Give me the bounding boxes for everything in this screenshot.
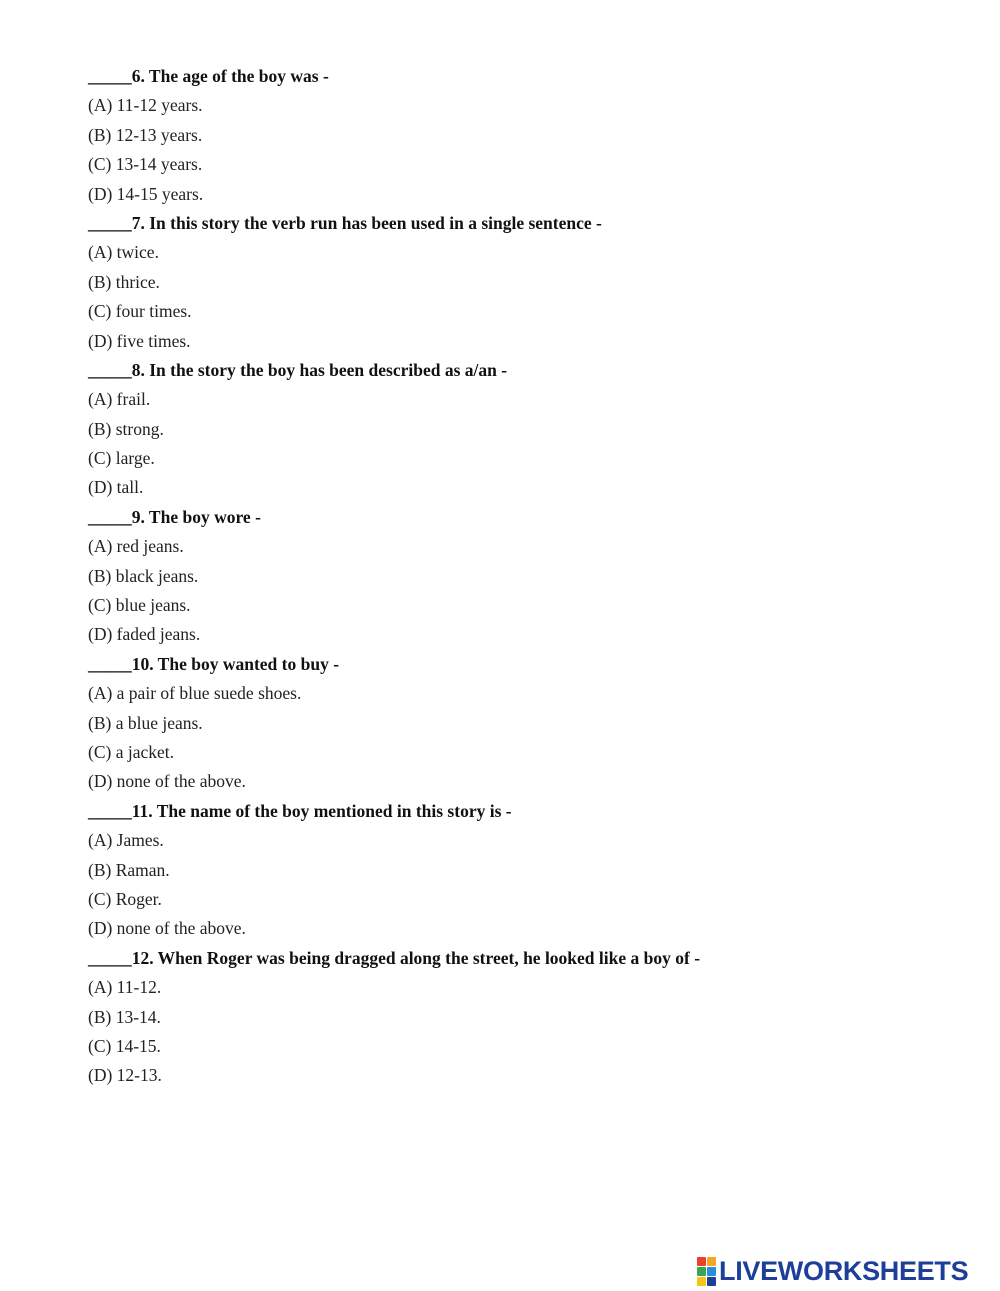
answer-option: (C) 14-15. <box>88 1035 161 1056</box>
logo-text: LIVEWORKSHEETS <box>719 1255 969 1286</box>
answer-option: (D) 12-13. <box>88 1065 162 1086</box>
answer-option: (B) black jeans. <box>88 565 199 586</box>
answer-option: (C) a jacket. <box>88 741 174 762</box>
answer-option: (A) 11-12 years. <box>88 95 203 116</box>
answer-option: (D) 14-15 years. <box>88 183 204 204</box>
answer-option: (D) none of the above. <box>88 771 246 792</box>
question-block <box>88 797 968 944</box>
answer-option: (A) James. <box>88 830 164 851</box>
question-stem: _____6. The age of the boy was - <box>88 66 329 86</box>
answer-option: (D) faded jeans. <box>88 624 201 645</box>
question-stem: _____12. When Roger was being dragged along the street, he looked like a boy of - <box>88 947 701 968</box>
logo-block <box>697 1277 706 1286</box>
answer-option: (B) 13-14. <box>88 1006 161 1027</box>
answer-option: (C) 13-14 years. <box>88 154 203 175</box>
answer-option: (C) Roger. <box>88 888 162 909</box>
answer-option: (C) large. <box>88 448 155 469</box>
answer-option: (B) Raman. <box>88 859 170 880</box>
question-stem: _____7. In this story the verb run has been used in a single sentence - <box>88 212 602 233</box>
logo-block <box>707 1267 716 1276</box>
answer-option: (D) none of the above. <box>88 918 246 939</box>
worksheet <box>88 62 968 1091</box>
answer-option: (D) five times. <box>88 330 191 351</box>
question-block <box>88 944 968 1091</box>
logo-block <box>707 1277 716 1286</box>
answer-option: (B) thrice. <box>88 271 160 292</box>
answer-option: (C) blue jeans. <box>88 595 191 616</box>
question-stem: _____10. The boy wanted to buy - <box>88 653 340 674</box>
logo-block <box>697 1257 706 1266</box>
answer-option: (A) frail. <box>88 389 151 410</box>
answer-option: (B) a blue jeans. <box>88 712 203 733</box>
question-stem: _____8. In the story the boy has been described as a/an - <box>88 359 508 380</box>
answer-option: (B) strong. <box>88 418 164 439</box>
answer-option: (B) 12-13 years. <box>88 124 203 145</box>
question-stem: _____9. The boy wore - <box>88 506 261 527</box>
question-block <box>88 650 968 797</box>
answer-option: (D) tall. <box>88 477 144 498</box>
question-stem: _____11. The name of the boy mentioned in this story is - <box>88 800 512 821</box>
answer-option: (C) four times. <box>88 301 192 322</box>
answer-option: (A) twice. <box>88 242 159 263</box>
question-block <box>88 356 968 503</box>
question-block <box>88 62 968 209</box>
answer-option: (A) a pair of blue suede shoes. <box>88 683 302 704</box>
question-block <box>88 209 968 356</box>
question-block <box>88 503 968 650</box>
answer-option: (A) 11-12. <box>88 977 162 998</box>
liveworksheets-logo <box>697 1255 968 1287</box>
liveworksheets-blocks-icon <box>697 1257 716 1286</box>
answer-option: (A) red jeans. <box>88 536 184 557</box>
logo-block <box>697 1267 706 1276</box>
logo-block <box>707 1257 716 1266</box>
